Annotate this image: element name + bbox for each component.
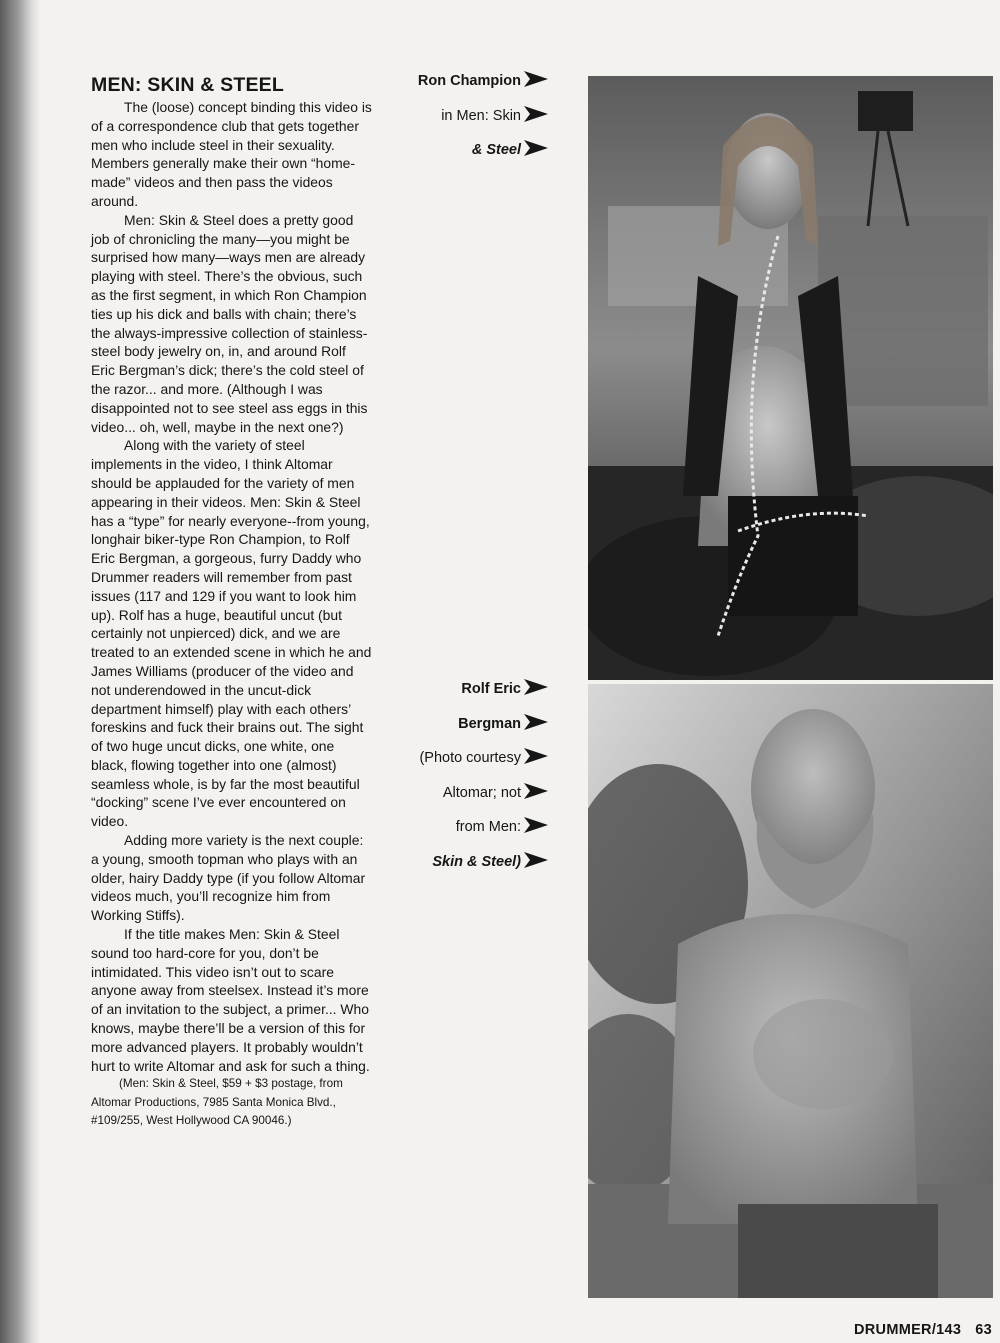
arrow-right-icon (524, 851, 548, 869)
article-paragraph-2 (91, 211, 373, 437)
article-paragraph-4 (91, 831, 373, 925)
photo-rolf-eric-bergman (588, 684, 993, 1298)
arrow-right-icon (524, 105, 548, 123)
arrow-right-icon (524, 782, 548, 800)
paragraph-text: Men: Skin & Steel does a pretty good job of chronicling the many—you might be surprised how many—ways men are already playing with steel. There’s the obvious, such as the first segment, in which Ron Champion ties up his dick and balls with chain; there’s the always-impressive collection of stainless-steel body jewelry on, in, and around Rolf Eric Bergman’s dick; there’s the cold steel of the razor... and more. (Although I was disappointed not to see steel ass eggs in this video... oh, well, maybe in the next one?) (91, 211, 368, 435)
caption-text: & Steel (471, 142, 521, 159)
publication-issue: DRUMMER/143 (854, 1322, 962, 1338)
paragraph-text: Along with the variety of steel implements in the video, I think Altomar should be applauded for the variety of men appearing in their videos. Men: Skin & Steel has a “type” for nearly everyone--from young, longhair biker-type Ron Champion, to Rolf Eric Bergman, a gorgeous, furry Daddy who Drummer readers will remember from past issues (117 and 129 if you want to look him up). Rolf has a huge, beautiful uncut (but certainly not unpierced) dick, and we are treated to an extended scene in which he and James Williams (producer of the video and not underendowed in the uncut-dick department himself) play with each others’ foreskins and fuck their brains out. The sight of two huge uncut dicks, one white, one black, flowing together into one (almost) seamless whole, is by far the most beautiful “docking” scene I’ve ever encountered on video. (91, 437, 372, 830)
caption-line (348, 707, 548, 742)
page-footer (854, 1322, 992, 1338)
arrow-right-icon (524, 70, 548, 88)
paragraph-text: The (loose) concept binding this video is of a correspondence club that gets together men who include steel in their sexuality. Members generally make their own “home-made” videos and then pass the videos around. (91, 99, 372, 209)
caption-text: from Men: (455, 819, 521, 836)
caption-line (348, 845, 548, 880)
article-headline: MEN: SKIN & STEEL (91, 74, 284, 96)
caption-text: (Photo courtesy (419, 750, 521, 767)
caption-line (348, 741, 548, 776)
caption-text: Skin & Steel) (432, 853, 521, 870)
caption-text: in Men: Skin (441, 107, 521, 124)
caption-text: Ron Champion (417, 73, 521, 89)
photo-caption-ron-champion (348, 64, 548, 168)
article-body (91, 98, 373, 1130)
article-paragraph-5 (91, 925, 373, 1075)
binding-shadow (0, 0, 40, 1343)
caption-line (348, 776, 548, 811)
article-credit (91, 1075, 373, 1130)
caption-text: Rolf Eric (461, 681, 521, 697)
photo-ron-champion (588, 76, 993, 680)
page-number: 63 (975, 1322, 992, 1338)
paragraph-text: If the title makes Men: Skin & Steel sound too hard-core for you, don’t be intimidated. This video isn’t out to scare anyone away from steelsex. Instead it’s more of an invitation to the subject, a primer... Who knows, maybe there’ll be a version of this for more advanced players. It probably wouldn’t hurt to write Altomar and ask for such a thing. (91, 926, 370, 1074)
arrow-right-icon (524, 747, 548, 765)
caption-text: Altomar; not (442, 784, 521, 801)
photo-placeholder-graphic (588, 76, 993, 680)
arrow-right-icon (524, 139, 548, 157)
paragraph-text: Adding more variety is the next couple: a young, smooth topman who plays with an older, hairy Daddy type (if you follow Altomar videos much, you’ll recognize him from Working Stiffs). (91, 832, 366, 924)
caption-line (348, 64, 548, 99)
arrow-right-icon (524, 816, 548, 834)
photo-caption-rolf-eric-bergman (348, 672, 548, 880)
photo-placeholder-graphic (588, 684, 993, 1298)
caption-line (348, 672, 548, 707)
caption-text: Bergman (458, 715, 521, 732)
arrow-right-icon (524, 678, 548, 696)
credit-text: (Men: Skin & Steel, $59 + $3 postage, from Altomar Productions, 7985 Santa Monica Blvd., #109/255, West Hollywood CA 90046.) (91, 1077, 343, 1127)
arrow-right-icon (524, 713, 548, 731)
caption-line (348, 99, 548, 134)
article-paragraph-3 (91, 436, 373, 831)
caption-line (348, 133, 548, 168)
article-paragraph-1 (91, 98, 373, 211)
article-column (91, 74, 373, 1130)
caption-line (348, 810, 548, 845)
